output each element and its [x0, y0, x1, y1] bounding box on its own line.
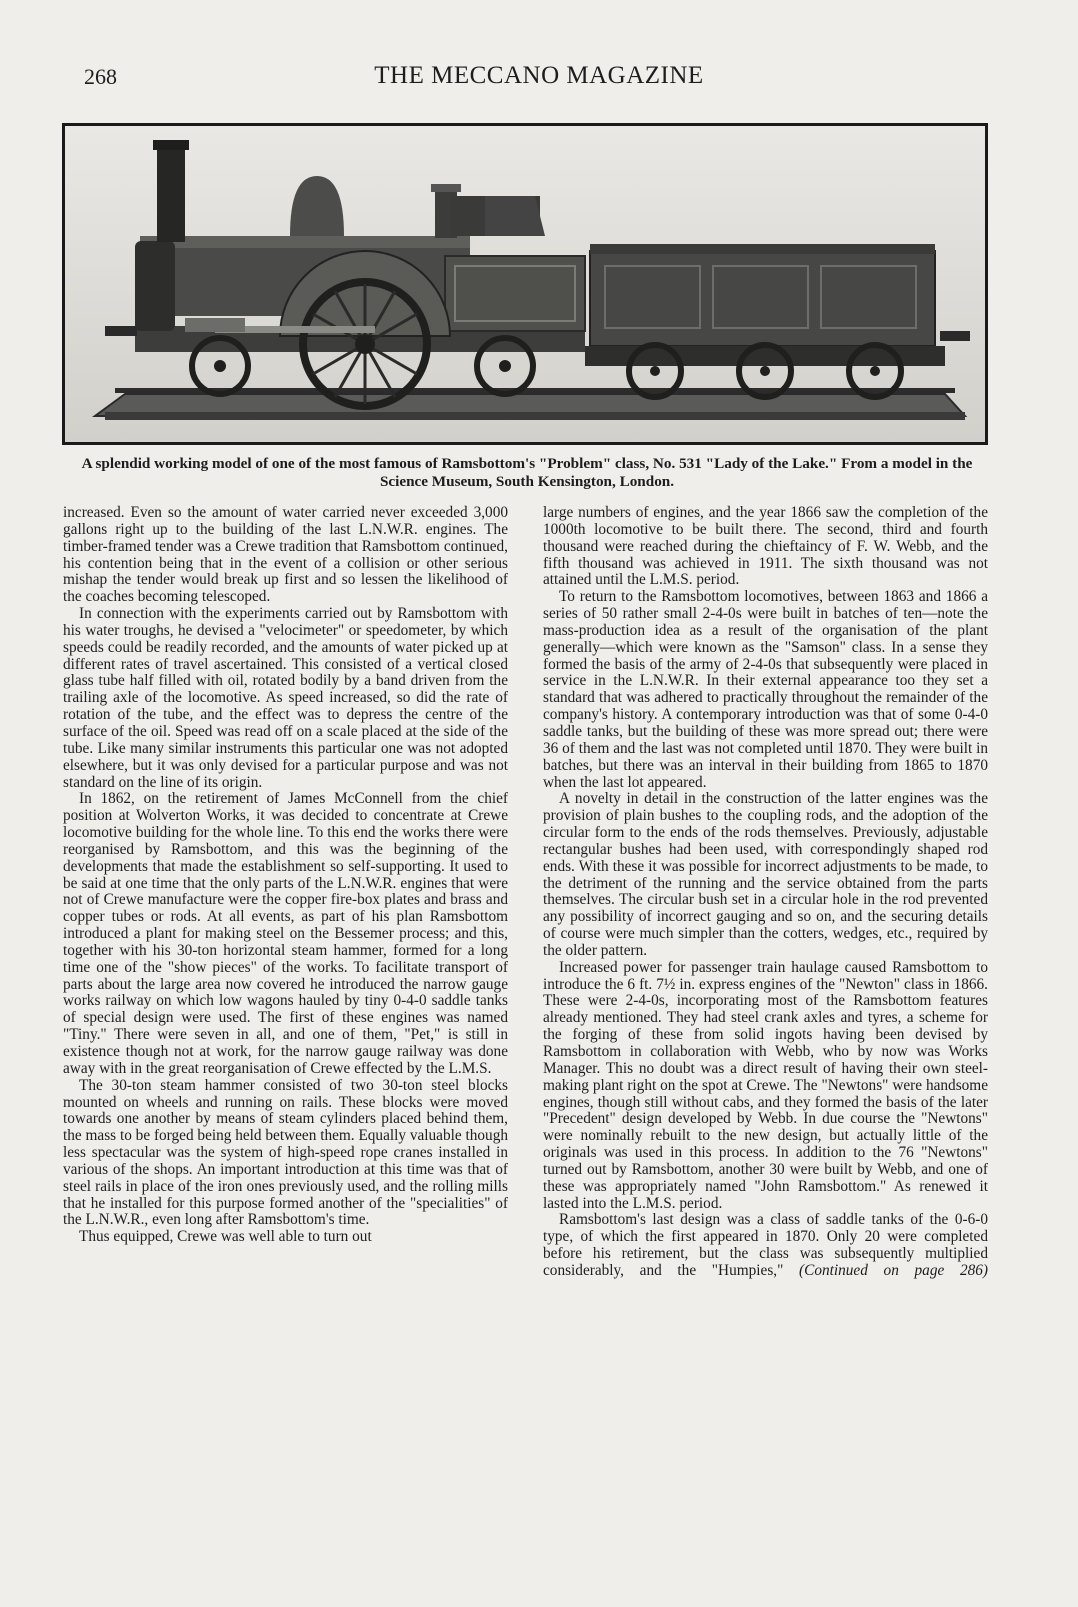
paragraph: Increased power for passenger train haulage caused Ramsbottom to introduce the 6 ft. 7½ in. express engines of the "Newton" class in 1866. These were 2-4-0s, incorporating most of the Ramsbottom features already mentioned. They had steel crank axles and tyres, a scheme for the forging of these from solid ingots having been devised by Ramsbottom in collaboration with Webb, who by now was Works Manager. This no doubt was a direct result of having their own steel-making plant right on the spot at Crewe. The "Newtons" were handsome engines, though still without cabs, and they formed the basis of the later "Precedent" design developed by Webb. In due course the "Newtons" were nominally rebuilt to the new design, but actually little of the originals was used in this process. In addition to the 76 "Newtons" turned out by Ramsbottom, another 30 were built by Webb, and one of these was appropriately named "John Ramsbottom." As renewed it lasted into the L.M.S. period.: [543, 958, 988, 1212]
magazine-title: THE MECCANO MAGAZINE: [374, 62, 704, 89]
left-column: [63, 505, 508, 1246]
paragraph: large numbers of engines, and the year 1866 saw the completion of the 1000th locomotive to be built there. The second, third and fourth thousand were reached during the chieftaincy of F. W. Webb, and the fifth thousand was achieved in 1911. The sixth thousand was not attained until the L.M.S. period.: [543, 504, 988, 589]
paragraph: In 1862, on the retirement of James McConnell from the chief position at Wolverton Works, it was decided to concentrate at Crewe locomotive building for the whole line. To this end the works there were reorganised by Ramsbottom, and this was the beginning of the developments that made the establishment so self-supporting. It used to be said at one time that the only parts of the L.N.W.R. engines that were not of Crewe manufacture were the copper fire-box plates and brass and copper tubes or rods. At all events, as part of his plan Ramsbottom introduced a plant for making steel on the Bessemer process; and this, together with his 30-ton horizontal steam hammer, formed for a long time one of the "show pieces" of the works. To facilitate transport of parts about the large area now covered he introduced the narrow gauge works railway on which low wagons hauled by tiny 0-4-0 saddle tanks of special design were used. The first of these engines was named "Tiny." There were seven in all, and one of them, "Pet," is still in existence though not at work, for the narrow gauge railway was done away with in the great reorganisation of Crewe effected by the L.M.S.: [63, 790, 508, 1077]
paragraph: To return to the Ramsbottom locomotives, between 1863 and 1866 a series of 50 rather small 2-4-0s were built in batches of ten—note the mass-production idea as a result of the organisation of the plant generally—which were known as the "Samson" class. In a sense they formed the basis of the army of 2-4-0s that subsequently were placed in service in the L.N.W.R. In their external appearance too they set a standard that was adhered to practically throughout the remainder of the company's history. A contemporary introduction was that of some 0-4-0 saddle tanks, but the building of these was more spread out; there were 36 of them and the last was not completed until 1870. They were built in batches, but there was an interval in their building from 1865 to 1870 when the last lot appeared.: [543, 588, 988, 791]
paragraph: [543, 1212, 988, 1279]
paragraph: A novelty in detail in the construction of the latter engines was the provision of plain bushes to the coupling rods, and the adoption of the circular form to the ends of the rods themselves. Previously, adjustable rectangular bushes had been used, with correspondingly shaped rod ends. With these it was possible for incorrect adjustments to be made, to the detriment of the running and the service obtained from the parts themselves. The circular bush set in a circular hole in the rod prevented any possibility of incorrect gauging and so on, and the securing details of course were much simpler than the cotters, wedges, etc., required by the older pattern.: [543, 790, 988, 959]
continued-note: (Continued on page 286): [799, 1261, 988, 1279]
right-column: [543, 505, 988, 1280]
paragraph: increased. Even so the amount of water carried never exceeded 3,000 gallons right up to the building of the last L.N.W.R. engines. The timber-framed tender was a Crewe tradition that Ramsbottom continued, his contention being that in the event of a collision or other serious mishap the tender would break up first and so lessen the likelihood of the coaches becoming telescoped.: [63, 504, 508, 606]
locomotive-photo: [62, 123, 988, 445]
figure-caption: A splendid working model of one of the most famous of Ramsbottom's "Problem" class, No. 531 "Lady of the Lake." From a model in the Science Museum, South Kensington, London.: [81, 455, 973, 490]
paragraph-text: Ramsbottom's last design was a class of saddle tanks of the 0-6-0 type, of which the first appeared in 1870. Only 20 were completed before his retirement, but the class was subsequently multiplied considerably, and the "Humpies,": [543, 1211, 988, 1279]
paragraph: Thus equipped, Crewe was well able to turn out: [79, 1228, 372, 1246]
locomotive-illustration: [65, 126, 985, 442]
page-number: 268: [84, 64, 117, 89]
paragraph: In connection with the experiments carried out by Ramsbottom with his water troughs, he devised a "velocimeter" or speedometer, by which speeds could be readily recorded, and the amounts of water picked up at different rates of travel ascertained. This consisted of a vertical closed glass tube half filled with oil, rotated bodily by a band driven from the trailing axle of the locomotive. As speed increased, so did the rate of rotation of the tube, and the effect was to depress the centre of the surface of the oil. Speed was read off on a scale placed at the side of the tube. Like many similar instruments this particular one was not adopted elsewhere, but it was only devised for a particular purpose and was not standard on the line of its origin.: [63, 605, 508, 791]
page-header: [0, 62, 1078, 98]
paragraph: The 30-ton steam hammer consisted of two 30-ton steel blocks mounted on wheels and running on rails. These blocks were moved towards one another by means of steam cylinders placed behind them, the mass to be forged being held between them. Equally valuable though less spectacular was the system of high-speed rope cranes installed in various of the shops. An important introduction at this time was that of steel rails in place of the iron ones previously used, and the rolling mills that he installed for this purpose formed another of the "specialities" of the L.N.W.R., even long after Ramsbottom's time.: [63, 1076, 508, 1229]
